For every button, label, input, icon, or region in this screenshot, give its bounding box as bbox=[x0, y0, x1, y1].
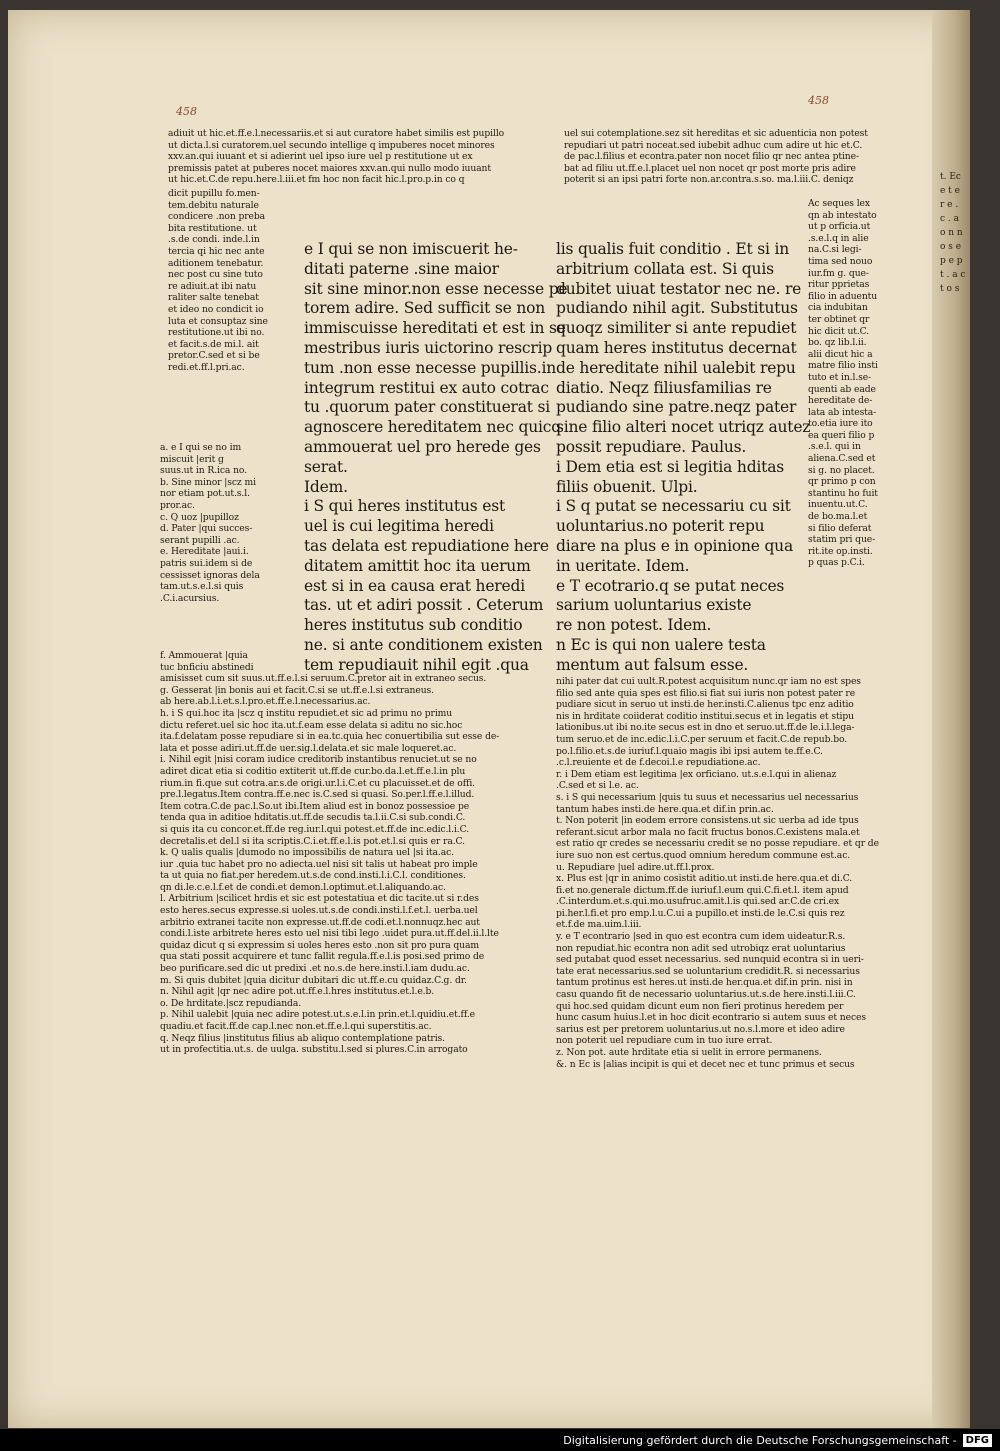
gloss-line: statim pri que- bbox=[808, 534, 876, 546]
gloss-line: referant.sicut arbor mala no facit fructus bonos.C.existens mala.et bbox=[556, 826, 860, 838]
main-line: immiscuisse hereditati et est in se bbox=[304, 319, 566, 338]
gloss-line: casu quando fit de necessario uoluntarius.ut.s.de here.insti.l.iii.C. bbox=[556, 989, 856, 1001]
gloss-line: p. Nihil ualebit |quia nec adire potest.ut.s.e.l.in prin.et.l.quidiu.et.ff.e bbox=[160, 1009, 475, 1021]
main-line: agnoscere hereditatem nec quicq bbox=[304, 418, 561, 437]
gloss-line: filio in aduentu bbox=[808, 290, 878, 302]
gloss-line: pror.ac. bbox=[160, 499, 195, 511]
gloss-line: decretalis.et del.l si ita scriptis.C.i.et.ff.e.l.is pot.et.l.si quis er ra.C. bbox=[160, 835, 465, 847]
gloss-line: nec post cu sine tuto bbox=[168, 269, 263, 281]
gloss-line: tate erat necessarius.sed se uoluntarium credidit.R. si necessarius bbox=[556, 965, 860, 977]
gloss-line: nis in hrditate coiiderat coditio institui.secus et in legatis et stipu bbox=[556, 710, 854, 722]
main-line: mestribus iuris uictorino rescrip bbox=[304, 338, 553, 357]
main-line: ditatem amittit hoc ita uerum bbox=[304, 556, 531, 575]
main-line: dubitet uiuat testator nec ne. re bbox=[556, 279, 802, 298]
gloss-line: z. Non pot. aute hrditate etia si uelit in errore permanens. bbox=[556, 1047, 822, 1058]
gloss-line: &. n Ec is |alias incipit is qui et decet nec et tunc primus et secus bbox=[556, 1058, 855, 1070]
gloss-line: quenti ab eade bbox=[808, 383, 876, 395]
gloss-line: tam.ut.s.e.l.si quis bbox=[160, 581, 244, 593]
gloss-line: sarius est per pretorem uoluntarius.ut no.s.l.more et ideo adire bbox=[556, 1023, 845, 1035]
main-line: i S q putat se necessariu cu sit bbox=[556, 497, 791, 516]
gloss-line: tuc bnficiu abstinedi bbox=[160, 661, 254, 673]
gloss-line: qn di.le.c.e.l.f.et de condi.et demon.l.optimut.et.l.aliquando.ac. bbox=[160, 881, 446, 893]
gloss-line: bita restitutione. ut bbox=[168, 222, 257, 234]
gloss-line: dictu referet.uel sic hoc ita.ut.f.eam esse delata si aditu no sic.hoc bbox=[160, 719, 463, 731]
gloss-line: .C.i.acursius. bbox=[160, 592, 220, 604]
gloss-line: et facit.s.de mi.l. ait bbox=[168, 338, 259, 350]
gloss-line: tantum protinus est heres.ut insti.de her.qua.et dif.in prin. nisi in bbox=[556, 977, 853, 989]
main-line: pudiando sine patre.neqz pater bbox=[556, 398, 797, 417]
gloss-line: iure suo non est certus.quod omnium heredum commune est.ac. bbox=[556, 849, 851, 861]
gloss-line: non repudiat.hic econtra non adit sed utrobiqz erat uoluntarius bbox=[556, 942, 846, 954]
main-line: mentum aut falsum esse. bbox=[556, 655, 749, 674]
main-line: tem repudiauit nihil egit .qua bbox=[304, 655, 529, 674]
gloss-line: uel sui cotemplatione.sez sit hereditas et sic aduenticia non potest bbox=[564, 128, 868, 139]
gloss-line: .s.e.l.q in alie bbox=[808, 232, 869, 244]
gloss-line: sed putabat quod esset necessarius. sed nunquid econtra si in ueri- bbox=[556, 954, 864, 966]
gloss-line: .C.interdum.et.s.qui.mo.usufruc.amit.l.is qui.sed ar.C.de cri.ex bbox=[556, 896, 840, 908]
gloss-line: alii dicut hic a bbox=[808, 348, 873, 360]
gloss-line: .s.e.l. qui in bbox=[808, 441, 861, 453]
folio-number-left: 458 bbox=[176, 105, 197, 118]
gloss-line: xxv.an.qui iuuant et si adierint uel ipso iure uel p restitutione ut ex bbox=[168, 151, 473, 163]
gloss-line: f. Ammouerat |quia bbox=[160, 650, 248, 661]
dfg-logo: DFG bbox=[963, 1434, 992, 1447]
gloss-bottom-right bbox=[556, 676, 916, 1070]
gloss-line: x. Plus est |qr in animo cosistit aditio.ut insti.de here.qua.et di.C. bbox=[556, 873, 853, 885]
footer-credit-bar bbox=[0, 1429, 1000, 1451]
gloss-line: to.etia iure ito bbox=[808, 418, 873, 430]
gloss-line: miscuit |erit g bbox=[160, 453, 224, 465]
main-text-right bbox=[556, 240, 811, 676]
gloss-line: repudiari ut patri noceat.sed iubebit adhuc cum adire ut hic et.C. bbox=[564, 139, 863, 151]
gloss-line: bat ad filiu ut.ff.e.l.placet uel non nocet qr post morte pris adire bbox=[564, 162, 856, 174]
main-line: i S qui heres institutus est bbox=[304, 497, 505, 516]
gloss-line: ritur pprietas bbox=[808, 279, 870, 291]
gloss-bottom-left bbox=[160, 650, 532, 1056]
gloss-line: raliter salte tenebat bbox=[168, 292, 259, 304]
page-gutter bbox=[932, 10, 970, 1428]
gloss-line: pudiare sicut in seruo ut insti.de her.insti.C.alienus tpc enz aditio bbox=[556, 699, 854, 711]
gloss-line: pre.l.legatus.Item contra.ff.e.nec is.C.sed si quasi. So.per.l.ff.e.l.illud. bbox=[160, 789, 475, 801]
gloss-line: inuentu.ut.C. bbox=[808, 499, 868, 511]
gloss-left-narrow bbox=[168, 188, 286, 374]
main-line: quoqz similiter si ante repudiet bbox=[556, 319, 797, 338]
gloss-line: i. Nihil egit |nisi coram iudice creditorib instantibus renuciet.ut se no bbox=[160, 754, 477, 766]
gloss-line: g. Gesserat |in bonis aui et facit.C.si se ut.ff.e.l.si extraneus. bbox=[160, 684, 434, 696]
main-line: ditati paterne .sine maior bbox=[304, 259, 499, 278]
gloss-line: bo. qz lib.l.ii. bbox=[808, 337, 867, 349]
gloss-line: qui hoc.sed quidam dicunt eum non fieri protinus heredem per bbox=[556, 1000, 844, 1012]
main-line: n Ec is qui non ualere testa bbox=[556, 635, 766, 654]
gloss-line: quadiu.et facit.ff.de cap.l.nec non.et.ff.e.l.qui superstitis.ac. bbox=[160, 1021, 432, 1032]
gloss-left-sigla bbox=[160, 442, 286, 604]
main-line: sit sine minor.non esse necesse pe bbox=[304, 279, 568, 298]
gloss-line: r. i Dem etiam est legitima |ex orficiano. ut.s.e.l.qui in alienaz bbox=[556, 768, 837, 780]
gloss-line: m. Si quis dubitet |quia dicitur dubitari dic ut.ff.e.cu quidaz.C.g. dr. bbox=[160, 974, 467, 986]
gloss-line: qr primo p con bbox=[808, 476, 876, 488]
main-line: de hereditate nihil ualebit repu bbox=[556, 358, 796, 377]
gloss-line: patris sui.idem si de bbox=[160, 557, 253, 569]
gloss-line: iur .quia tuc habet pro no adiecta.uel nisi sit talis ut habeat pro imple bbox=[160, 858, 478, 870]
gloss-line: adiuit ut hic.et.ff.e.l.necessariis.et si aut curatore habet similis est pupillo bbox=[168, 128, 505, 139]
facing-page-fragment: t. Ec e t e r e . c . a o n n o s e p e p t . a c t o s bbox=[940, 172, 966, 294]
gloss-line: lata et posse adiri.ut.ff.de uer.sig.l.delata.et sic male loqueret.ac. bbox=[160, 742, 457, 754]
gloss-line: ab here.ab.l.i.et.s.l.pro.et.ff.e.l.necessarius.ac. bbox=[160, 696, 371, 708]
gloss-right-narrow bbox=[808, 198, 918, 569]
gloss-line: tercia qi hic nec ante bbox=[168, 245, 265, 257]
gloss-line: et.f.de ma.uim.l.iii. bbox=[556, 919, 642, 931]
gloss-line: condicere .non preba bbox=[168, 211, 266, 223]
footer-credit-text: Digitalisierung gefördert durch die Deutsche Forschungsgemeinschaft - bbox=[563, 1433, 957, 1447]
gloss-line: ut dicta.l.si curatorem.uel secundo intellige q impuberes nocet minores bbox=[168, 139, 495, 151]
gloss-line: tantum habes insti.de here.qua.et dif.in prin.ac. bbox=[556, 803, 774, 815]
gloss-line: fi.et no.generale dictum.ff.de iuriuf.l.eum qui.C.fi.et.l. item apud bbox=[556, 884, 849, 896]
gloss-line: re adiuit.at ibi natu bbox=[168, 280, 257, 292]
gloss-line: rium.in fi.que sut cotra.ar.s.de origi.ur.l.i.C.et cu placuisset.et de offi. bbox=[160, 777, 475, 789]
gloss-line: nor etiam pot.ut.s.l. bbox=[160, 488, 250, 500]
gloss-line: suus.ut in R.ica no. bbox=[160, 465, 248, 477]
gloss-line: Item cotra.C.de pac.l.So.ut ibi.Item aliud est in bonoz possessioe pe bbox=[160, 800, 470, 812]
folio-number-right: 458 bbox=[808, 94, 829, 107]
gloss-line: qn ab intestato bbox=[808, 209, 877, 221]
book-page bbox=[8, 10, 970, 1428]
gloss-line: .C.sed et si l.e. ac. bbox=[556, 780, 639, 792]
gloss-line: ita.f.delatam posse repudiare si in ea.tc.quia hec conuertibilia sut esse de- bbox=[160, 731, 500, 743]
gloss-top-left bbox=[168, 128, 528, 186]
gloss-line: aditionem tenebatur. bbox=[168, 257, 264, 269]
gloss-line: po.l.filio.et.s.de iuriuf.l.quaio magis ibi ipsi autem te.ff.e.C. bbox=[556, 745, 823, 757]
gloss-line: ut in profectitia.ut.s. de uulga. substitu.l.sed si plures.C.in arrogato bbox=[160, 1044, 468, 1056]
gloss-line: tima sed nouo bbox=[808, 255, 873, 267]
gloss-line: l. Arbitrium |scilicet hrdis et sic est potestatiua et dic tacite.ut si r.des bbox=[160, 893, 479, 905]
main-line: lis qualis fuit conditio . Et si in bbox=[556, 240, 789, 258]
main-line: diatio. Neqz filiusfamilias re bbox=[556, 378, 772, 397]
gloss-line: iur.fm g. que- bbox=[808, 267, 869, 279]
gloss-line: ta ut quia no fiat.per heredem.ut.s.de cond.insti.l.i.C.l. conditiones. bbox=[160, 870, 466, 882]
gloss-line: cia indubitan bbox=[808, 302, 868, 314]
gloss-line: .s.de condi. inde.l.in bbox=[168, 234, 260, 246]
gloss-line: q. Neqz filius |institutus filius ab aliquo contemplatione patris. bbox=[160, 1032, 445, 1044]
gloss-line: hereditate de- bbox=[808, 395, 873, 407]
gloss-line: lationibus.ut ibi no.ite secus est in dno et seruo.ut.ff.de le.i.l.lega- bbox=[556, 722, 855, 734]
main-line: sine filio alteri nocet utriqz autez bbox=[556, 418, 811, 437]
main-line: tas. ut et adiri possit . Ceterum bbox=[304, 596, 544, 615]
gloss-line: amisisset cum sit suus.ut.ff.e.l.si seruum.C.pretor ait in extraneo secus. bbox=[160, 673, 487, 685]
main-line: heres institutus sub conditio bbox=[304, 616, 523, 635]
main-line: integrum restitui ex auto cotrac bbox=[304, 378, 549, 397]
gloss-line: t. Non poterit |in eodem errore consistens.ut sic uerba ad ide tpus bbox=[556, 815, 859, 827]
gloss-line: restitutione.ut ibi no. bbox=[168, 327, 265, 339]
gloss-line: luta et consuptaz sine bbox=[168, 315, 268, 327]
gloss-line: dicit pupillu fo.men- bbox=[168, 188, 260, 199]
gloss-line: qua stati possit acquirere et tunc fallit regula.ff.e.l.is posi.sed primo de bbox=[160, 951, 485, 963]
gloss-line: hic dicit ut.C. bbox=[808, 325, 870, 337]
gloss-line: aliena.C.sed et bbox=[808, 453, 876, 465]
gloss-line: n. Nihil agit |qr nec adire pot.ut.ff.e.l.hres institutus.et.l.e.b. bbox=[160, 986, 435, 998]
main-line: torem adire. Sed sufficit se non bbox=[304, 299, 546, 318]
gloss-line: de bo.ma.l.et bbox=[808, 511, 868, 523]
main-line: arbitrium collata est. Si quis bbox=[556, 259, 774, 278]
main-line: tas delata est repudiatione here bbox=[304, 536, 549, 555]
gloss-line: cessisset ignoras dela bbox=[160, 569, 260, 581]
main-line: uel is cui legitima heredi bbox=[304, 517, 494, 536]
gloss-line: ut hic.et.C.de repu.here.l.iii.et fm hoc non facit hic.l.pro.p.in co q bbox=[168, 174, 465, 186]
gloss-line: est ratio qr credes se necessariu credit se no posse repudiare. et qr de bbox=[556, 838, 879, 850]
main-line: filiis obuenit. Ulpi. bbox=[556, 477, 698, 496]
gloss-line: condi.l.iste arbitrete heres esto uel nisi tibi lego .uidet pura.ut.ff.del.ii.l.lte bbox=[160, 928, 499, 940]
gloss-line: ter obtinet qr bbox=[808, 313, 870, 325]
gloss-line: si g. no placet. bbox=[808, 464, 875, 476]
gloss-line: rit.ite op.insti. bbox=[808, 545, 873, 557]
gloss-line: p quas p.C.i. bbox=[808, 557, 865, 569]
gloss-line: serant pupilli .ac. bbox=[160, 534, 240, 546]
main-line: serat. bbox=[304, 457, 348, 476]
main-line: pudiando nihil agit. Substitutus bbox=[556, 299, 798, 318]
gloss-line: tuto et in.l.se- bbox=[808, 371, 872, 383]
gloss-line: adiret dicat etia si coditio extiterit ut.ff.de cur.bo.da.l.et.ff.e.l.in plu bbox=[160, 765, 466, 777]
gloss-line: tenda qua in aditioe hditatis.ut.ff.de secudis ta.l.ii.C.si sub.condi.C. bbox=[160, 812, 466, 824]
gloss-line: tem.debitu naturale bbox=[168, 199, 259, 211]
gloss-top-right bbox=[564, 128, 914, 186]
main-line: re non potest. Idem. bbox=[556, 616, 712, 635]
main-line: i Dem etia est si legitia hditas bbox=[556, 457, 785, 476]
gloss-line: pi.her.l.fi.et pro emp.l.u.C.ui a pupillo.et insti.de le.C.si quis rez bbox=[556, 907, 845, 919]
gloss-line: ea queri filio p bbox=[808, 429, 875, 441]
gloss-line: .c.l.reuiente et de f.decoi.l.e repudiatione.ac. bbox=[556, 757, 761, 769]
main-line: sarium uoluntarius existe bbox=[556, 596, 752, 615]
main-line: tum .non esse necesse pupillis.in bbox=[304, 358, 557, 377]
gloss-line: b. Sine minor |scz mi bbox=[160, 476, 256, 488]
main-line: tu .quorum pater constituerat si bbox=[304, 398, 551, 417]
gloss-line: redi.et.ff.l.pri.ac. bbox=[168, 361, 245, 373]
gloss-line: quidaz dicut q si expressim si uoles heres esto .non sit pro pura quam bbox=[160, 939, 479, 951]
gloss-line: d. Pater |qui succes- bbox=[160, 523, 253, 535]
gloss-line: Ac seques lex bbox=[808, 198, 870, 209]
gloss-line: na.C.si legi- bbox=[808, 244, 862, 256]
main-line: diare na plus e in opinione qua bbox=[556, 536, 794, 555]
gloss-line: matre filio insti bbox=[808, 360, 878, 372]
gloss-line: pretor.C.sed et si be bbox=[168, 350, 260, 362]
gloss-line: nihi pater dat cui uult.R.potest acquisitum nunc.qr iam no est spes bbox=[556, 676, 861, 687]
main-line: ammouerat uel pro herede ges bbox=[304, 437, 541, 456]
main-line: possit repudiare. Paulus. bbox=[556, 437, 747, 456]
main-line: ne. si ante conditionem existen bbox=[304, 635, 543, 654]
gloss-line: s. i S qui necessarium |quis tu suus et necessarius uel necessarius bbox=[556, 791, 859, 803]
gloss-line: u. Repudiare |uel adire.ut.ff.l.prox. bbox=[556, 861, 715, 873]
gloss-line: ut p orficia.ut bbox=[808, 221, 871, 233]
main-line: e I qui se non imiscuerit he- bbox=[304, 240, 518, 258]
gloss-line: k. Q ualis qualis |dumodo no impossibilis de natura uel |si ita.ac. bbox=[160, 847, 454, 859]
main-line: e T ecotrario.q se putat neces bbox=[556, 576, 785, 595]
gloss-line: tum seruo.et de inc.edic.l.i.C.per seruum et facit.C.de repub.bo. bbox=[556, 733, 848, 745]
gloss-line: beo purificare.sed dic ut predixi .et no.s.de here.insti.l.iam dudu.ac. bbox=[160, 963, 470, 975]
gloss-line: si filio deferat bbox=[808, 522, 872, 534]
gloss-line: arbitrio extranei tacite non expresse.ut.ff.de codi.et.l.nonnuqz.hec aut bbox=[160, 916, 480, 928]
gloss-line: de pac.l.filius et econtra.pater non nocet filio qr nec antea ptine- bbox=[564, 151, 859, 163]
main-line: uoluntarius.no poterit repu bbox=[556, 517, 765, 536]
main-line: quam heres institutus decernat bbox=[556, 338, 797, 357]
gloss-line: si quis ita cu concor.et.ff.de reg.iur.l.qui potest.et.ff.de inc.edic.l.i.C. bbox=[160, 823, 470, 835]
gloss-line: y. e T econtrario |sed in quo est econtra cum idem uideatur.R.s. bbox=[556, 931, 846, 943]
gloss-line: lata ab intesta- bbox=[808, 406, 877, 418]
gloss-line: hunc casum huius.l.et in hoc dicit econtrario si autem suus et neces bbox=[556, 1012, 866, 1024]
gloss-line: filio sed ante quia spes est filio.si fiat sui iuris non potest pater re bbox=[556, 687, 856, 699]
gloss-line: o. De hrditate.|scz repudianda. bbox=[160, 997, 302, 1009]
gloss-line: poterit si an ipsi patri forte non.ar.contra.s.so. ma.l.iii.C. deniqz bbox=[564, 174, 854, 186]
gloss-line: premissis patet at puberes nocet maiores xxv.an.qui nullo modo iuuant bbox=[168, 162, 491, 174]
main-line: in ueritate. Idem. bbox=[556, 556, 690, 575]
main-line: Idem. bbox=[304, 477, 348, 496]
main-text-left bbox=[304, 240, 568, 676]
main-line: est si in ea causa erat heredi bbox=[304, 576, 525, 595]
gloss-line: c. Q uoz |pupilloz bbox=[160, 511, 239, 523]
gloss-line: stantinu ho fuit bbox=[808, 487, 878, 499]
gloss-line: a. e I qui se no im bbox=[160, 442, 242, 453]
gloss-line: esto heres.secus expresse.si uoles.ut.s.de condi.insti.l.f.et.l. uerba.uel bbox=[160, 905, 478, 917]
gloss-line: non poterit uel repudiare cum in tuo iure errat. bbox=[556, 1035, 773, 1047]
gloss-line: h. i S qui.hoc ita |scz q institu repudiet.et sic ad primu no primu bbox=[160, 707, 453, 719]
gloss-line: et ideo no condicit io bbox=[168, 303, 264, 315]
gloss-line: e. Hereditate |aui.i. bbox=[160, 546, 249, 558]
